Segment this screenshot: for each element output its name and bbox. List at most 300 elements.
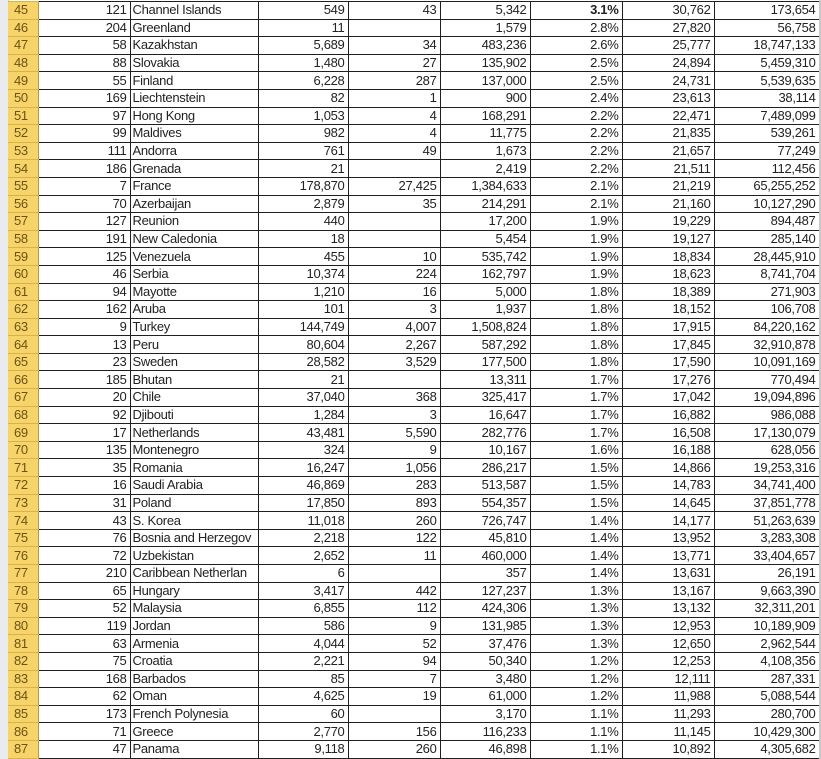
- cell-col-c[interactable]: 2,218: [258, 529, 348, 547]
- cell-col-d[interactable]: 9: [348, 617, 440, 635]
- cell-percent[interactable]: 2.1%: [530, 195, 622, 213]
- cell-country[interactable]: Peru: [130, 336, 258, 354]
- cell-col-g[interactable]: 17,590: [622, 353, 714, 371]
- cell-col-c[interactable]: 982: [258, 125, 348, 143]
- cell-rank[interactable]: 65: [38, 582, 130, 600]
- row-header[interactable]: 79: [8, 600, 38, 618]
- cell-col-d[interactable]: 112: [348, 600, 440, 618]
- cell-rank[interactable]: 168: [38, 670, 130, 688]
- cell-country[interactable]: Azerbaijan: [130, 195, 258, 213]
- cell-population[interactable]: 17,130,079: [714, 424, 819, 442]
- cell-col-g[interactable]: 24,731: [622, 72, 714, 90]
- cell-col-d[interactable]: 893: [348, 494, 440, 512]
- row-header[interactable]: 81: [8, 635, 38, 653]
- row-header[interactable]: 49: [8, 72, 38, 90]
- row-header[interactable]: 66: [8, 371, 38, 389]
- cell-col-g[interactable]: 17,845: [622, 336, 714, 354]
- cell-population[interactable]: 32,311,201: [714, 600, 819, 618]
- cell-population[interactable]: 26,191: [714, 565, 819, 583]
- cell-population[interactable]: 106,708: [714, 301, 819, 319]
- cell-percent[interactable]: 1.4%: [530, 565, 622, 583]
- cell-col-c[interactable]: 761: [258, 142, 348, 160]
- cell-col-c[interactable]: 60: [258, 705, 348, 723]
- cell-col-e[interactable]: 513,587: [440, 477, 530, 495]
- row-header[interactable]: 62: [8, 301, 38, 319]
- cell-population[interactable]: 5,539,635: [714, 72, 819, 90]
- cell-country[interactable]: Finland: [130, 72, 258, 90]
- cell-rank[interactable]: 35: [38, 459, 130, 477]
- cell-percent[interactable]: 1.1%: [530, 723, 622, 741]
- cell-col-e[interactable]: 357: [440, 565, 530, 583]
- cell-percent[interactable]: 2.5%: [530, 54, 622, 72]
- cell-col-g[interactable]: 19,127: [622, 230, 714, 248]
- cell-percent[interactable]: 1.3%: [530, 635, 622, 653]
- cell-percent[interactable]: 1.9%: [530, 248, 622, 266]
- cell-col-e[interactable]: 483,236: [440, 37, 530, 55]
- cell-population[interactable]: 3,283,308: [714, 529, 819, 547]
- row-header[interactable]: 53: [8, 142, 38, 160]
- cell-col-g[interactable]: 13,631: [622, 565, 714, 583]
- cell-col-e[interactable]: 286,217: [440, 459, 530, 477]
- cell-col-d[interactable]: 283: [348, 477, 440, 495]
- cell-col-d[interactable]: [348, 705, 440, 723]
- cell-percent[interactable]: 1.8%: [530, 318, 622, 336]
- cell-col-d[interactable]: 442: [348, 582, 440, 600]
- cell-rank[interactable]: 9: [38, 318, 130, 336]
- cell-col-c[interactable]: 9,118: [258, 740, 348, 758]
- cell-col-c[interactable]: 324: [258, 441, 348, 459]
- cell-rank[interactable]: 88: [38, 54, 130, 72]
- cell-col-g[interactable]: 13,952: [622, 529, 714, 547]
- cell-percent[interactable]: 2.5%: [530, 72, 622, 90]
- cell-country[interactable]: Greece: [130, 723, 258, 741]
- cell-col-g[interactable]: 14,645: [622, 494, 714, 512]
- cell-population[interactable]: 10,189,909: [714, 617, 819, 635]
- cell-population[interactable]: 770,494: [714, 371, 819, 389]
- cell-population[interactable]: 19,253,316: [714, 459, 819, 477]
- cell-rank[interactable]: 99: [38, 125, 130, 143]
- cell-col-e[interactable]: 61,000: [440, 688, 530, 706]
- cell-rank[interactable]: 55: [38, 72, 130, 90]
- cell-col-c[interactable]: 46,869: [258, 477, 348, 495]
- cell-population[interactable]: 986,088: [714, 406, 819, 424]
- cell-col-d[interactable]: 16: [348, 283, 440, 301]
- cell-col-g[interactable]: 17,042: [622, 389, 714, 407]
- cell-population[interactable]: 628,056: [714, 441, 819, 459]
- cell-percent[interactable]: 1.7%: [530, 406, 622, 424]
- row-header[interactable]: 60: [8, 265, 38, 283]
- cell-col-d[interactable]: 3,529: [348, 353, 440, 371]
- cell-col-d[interactable]: 3: [348, 406, 440, 424]
- row-header[interactable]: 54: [8, 160, 38, 178]
- cell-col-c[interactable]: 1,284: [258, 406, 348, 424]
- cell-col-e[interactable]: 554,357: [440, 494, 530, 512]
- cell-population[interactable]: 10,429,300: [714, 723, 819, 741]
- cell-col-e[interactable]: 116,233: [440, 723, 530, 741]
- cell-rank[interactable]: 76: [38, 529, 130, 547]
- cell-col-d[interactable]: 5,590: [348, 424, 440, 442]
- cell-col-e[interactable]: 1,508,824: [440, 318, 530, 336]
- row-header[interactable]: 84: [8, 688, 38, 706]
- row-header[interactable]: 56: [8, 195, 38, 213]
- cell-country[interactable]: Uzbekistan: [130, 547, 258, 565]
- cell-percent[interactable]: 2.1%: [530, 177, 622, 195]
- cell-col-d[interactable]: [348, 213, 440, 231]
- row-header[interactable]: 47: [8, 37, 38, 55]
- cell-col-e[interactable]: 17,200: [440, 213, 530, 231]
- cell-col-g[interactable]: 16,882: [622, 406, 714, 424]
- cell-country[interactable]: Slovakia: [130, 54, 258, 72]
- cell-rank[interactable]: 162: [38, 301, 130, 319]
- cell-col-c[interactable]: 3,417: [258, 582, 348, 600]
- cell-rank[interactable]: 121: [38, 2, 130, 20]
- cell-col-e[interactable]: 282,776: [440, 424, 530, 442]
- cell-col-c[interactable]: 37,040: [258, 389, 348, 407]
- cell-col-d[interactable]: 9: [348, 441, 440, 459]
- cell-country[interactable]: Greenland: [130, 19, 258, 37]
- cell-col-d[interactable]: 27,425: [348, 177, 440, 195]
- cell-col-e[interactable]: 424,306: [440, 600, 530, 618]
- cell-rank[interactable]: 43: [38, 512, 130, 530]
- cell-rank[interactable]: 186: [38, 160, 130, 178]
- cell-population[interactable]: 28,445,910: [714, 248, 819, 266]
- cell-col-g[interactable]: 25,777: [622, 37, 714, 55]
- cell-col-e[interactable]: 46,898: [440, 740, 530, 758]
- row-header[interactable]: 72: [8, 477, 38, 495]
- cell-country[interactable]: Grenada: [130, 160, 258, 178]
- cell-percent[interactable]: 1.8%: [530, 283, 622, 301]
- cell-col-e[interactable]: 2,419: [440, 160, 530, 178]
- cell-col-e[interactable]: 1,384,633: [440, 177, 530, 195]
- cell-col-e[interactable]: 1,579: [440, 19, 530, 37]
- cell-rank[interactable]: 31: [38, 494, 130, 512]
- cell-col-g[interactable]: 11,988: [622, 688, 714, 706]
- cell-country[interactable]: Panama: [130, 740, 258, 758]
- row-header[interactable]: 63: [8, 318, 38, 336]
- cell-col-e[interactable]: 535,742: [440, 248, 530, 266]
- cell-col-e[interactable]: 135,902: [440, 54, 530, 72]
- cell-rank[interactable]: 46: [38, 265, 130, 283]
- cell-percent[interactable]: 1.3%: [530, 617, 622, 635]
- cell-col-g[interactable]: 17,915: [622, 318, 714, 336]
- row-header[interactable]: 64: [8, 336, 38, 354]
- cell-percent[interactable]: 1.3%: [530, 600, 622, 618]
- cell-col-d[interactable]: 27: [348, 54, 440, 72]
- cell-percent[interactable]: 2.2%: [530, 107, 622, 125]
- cell-percent[interactable]: 1.8%: [530, 336, 622, 354]
- cell-col-e[interactable]: 5,454: [440, 230, 530, 248]
- row-header[interactable]: 57: [8, 213, 38, 231]
- cell-country[interactable]: Djibouti: [130, 406, 258, 424]
- cell-country[interactable]: Saudi Arabia: [130, 477, 258, 495]
- cell-col-e[interactable]: 1,673: [440, 142, 530, 160]
- cell-population[interactable]: 18,747,133: [714, 37, 819, 55]
- cell-rank[interactable]: 71: [38, 723, 130, 741]
- cell-col-g[interactable]: 21,160: [622, 195, 714, 213]
- cell-percent[interactable]: 2.4%: [530, 89, 622, 107]
- cell-col-g[interactable]: 13,167: [622, 582, 714, 600]
- row-header[interactable]: 48: [8, 54, 38, 72]
- cell-percent[interactable]: 1.7%: [530, 371, 622, 389]
- cell-population[interactable]: 19,094,896: [714, 389, 819, 407]
- cell-rank[interactable]: 204: [38, 19, 130, 37]
- cell-rank[interactable]: 125: [38, 248, 130, 266]
- cell-col-g[interactable]: 12,111: [622, 670, 714, 688]
- cell-col-e[interactable]: 5,000: [440, 283, 530, 301]
- cell-col-d[interactable]: 260: [348, 740, 440, 758]
- cell-rank[interactable]: 210: [38, 565, 130, 583]
- cell-col-e[interactable]: 11,775: [440, 125, 530, 143]
- cell-percent[interactable]: 1.4%: [530, 512, 622, 530]
- cell-col-c[interactable]: 4,625: [258, 688, 348, 706]
- cell-country[interactable]: Turkey: [130, 318, 258, 336]
- cell-col-d[interactable]: [348, 565, 440, 583]
- cell-col-c[interactable]: 1,053: [258, 107, 348, 125]
- cell-country[interactable]: Serbia: [130, 265, 258, 283]
- cell-col-g[interactable]: 21,657: [622, 142, 714, 160]
- cell-population[interactable]: 34,741,400: [714, 477, 819, 495]
- cell-col-e[interactable]: 162,797: [440, 265, 530, 283]
- cell-percent[interactable]: 2.2%: [530, 142, 622, 160]
- cell-col-e[interactable]: 37,476: [440, 635, 530, 653]
- row-header[interactable]: 68: [8, 406, 38, 424]
- cell-rank[interactable]: 20: [38, 389, 130, 407]
- cell-percent[interactable]: 1.2%: [530, 688, 622, 706]
- cell-rank[interactable]: 58: [38, 37, 130, 55]
- cell-col-g[interactable]: 16,188: [622, 441, 714, 459]
- cell-col-e[interactable]: 168,291: [440, 107, 530, 125]
- cell-col-e[interactable]: 214,291: [440, 195, 530, 213]
- row-header[interactable]: 70: [8, 441, 38, 459]
- row-header[interactable]: 55: [8, 177, 38, 195]
- cell-col-e[interactable]: 131,985: [440, 617, 530, 635]
- cell-population[interactable]: 33,404,657: [714, 547, 819, 565]
- cell-col-d[interactable]: [348, 19, 440, 37]
- cell-percent[interactable]: 1.2%: [530, 670, 622, 688]
- cell-population[interactable]: 8,741,704: [714, 265, 819, 283]
- cell-col-c[interactable]: 4,044: [258, 635, 348, 653]
- cell-col-c[interactable]: 16,247: [258, 459, 348, 477]
- cell-rank[interactable]: 185: [38, 371, 130, 389]
- cell-col-c[interactable]: 82: [258, 89, 348, 107]
- cell-population[interactable]: 287,331: [714, 670, 819, 688]
- cell-population[interactable]: 10,091,169: [714, 353, 819, 371]
- cell-col-c[interactable]: 144,749: [258, 318, 348, 336]
- cell-country[interactable]: Oman: [130, 688, 258, 706]
- row-header[interactable]: 85: [8, 705, 38, 723]
- row-header[interactable]: 74: [8, 512, 38, 530]
- cell-col-c[interactable]: 101: [258, 301, 348, 319]
- cell-country[interactable]: Poland: [130, 494, 258, 512]
- cell-country[interactable]: France: [130, 177, 258, 195]
- cell-country[interactable]: Aruba: [130, 301, 258, 319]
- cell-col-d[interactable]: 11: [348, 547, 440, 565]
- cell-percent[interactable]: 2.8%: [530, 19, 622, 37]
- cell-col-g[interactable]: 18,623: [622, 265, 714, 283]
- cell-rank[interactable]: 135: [38, 441, 130, 459]
- cell-percent[interactable]: 1.8%: [530, 301, 622, 319]
- row-header[interactable]: 78: [8, 582, 38, 600]
- cell-country[interactable]: Venezuela: [130, 248, 258, 266]
- cell-col-g[interactable]: 12,253: [622, 652, 714, 670]
- row-header[interactable]: 61: [8, 283, 38, 301]
- cell-col-g[interactable]: 19,229: [622, 213, 714, 231]
- cell-population[interactable]: 51,263,639: [714, 512, 819, 530]
- cell-col-g[interactable]: 21,835: [622, 125, 714, 143]
- cell-col-c[interactable]: 2,652: [258, 547, 348, 565]
- cell-col-g[interactable]: 30,762: [622, 2, 714, 20]
- row-header[interactable]: 51: [8, 107, 38, 125]
- cell-country[interactable]: Sweden: [130, 353, 258, 371]
- cell-col-e[interactable]: 5,342: [440, 2, 530, 20]
- cell-col-e[interactable]: 137,000: [440, 72, 530, 90]
- row-header[interactable]: 73: [8, 494, 38, 512]
- cell-col-c[interactable]: 1,480: [258, 54, 348, 72]
- cell-col-c[interactable]: 11: [258, 19, 348, 37]
- cell-col-g[interactable]: 23,613: [622, 89, 714, 107]
- cell-col-g[interactable]: 22,471: [622, 107, 714, 125]
- cell-col-c[interactable]: 178,870: [258, 177, 348, 195]
- cell-population[interactable]: 539,261: [714, 125, 819, 143]
- cell-population[interactable]: 5,459,310: [714, 54, 819, 72]
- cell-col-d[interactable]: 287: [348, 72, 440, 90]
- cell-percent[interactable]: 1.5%: [530, 459, 622, 477]
- cell-col-g[interactable]: 18,834: [622, 248, 714, 266]
- cell-rank[interactable]: 92: [38, 406, 130, 424]
- cell-col-c[interactable]: 440: [258, 213, 348, 231]
- cell-percent[interactable]: 1.4%: [530, 547, 622, 565]
- cell-percent[interactable]: 1.6%: [530, 441, 622, 459]
- cell-col-c[interactable]: 17,850: [258, 494, 348, 512]
- cell-col-c[interactable]: 6: [258, 565, 348, 583]
- cell-country[interactable]: Channel Islands: [130, 2, 258, 20]
- cell-col-g[interactable]: 11,145: [622, 723, 714, 741]
- cell-country[interactable]: Kazakhstan: [130, 37, 258, 55]
- cell-country[interactable]: Malaysia: [130, 600, 258, 618]
- cell-col-c[interactable]: 6,228: [258, 72, 348, 90]
- cell-country[interactable]: Jordan: [130, 617, 258, 635]
- row-header[interactable]: 50: [8, 89, 38, 107]
- cell-col-d[interactable]: [348, 371, 440, 389]
- cell-percent[interactable]: 1.9%: [530, 213, 622, 231]
- cell-col-e[interactable]: 45,810: [440, 529, 530, 547]
- cell-population[interactable]: 5,088,544: [714, 688, 819, 706]
- cell-col-c[interactable]: 549: [258, 2, 348, 20]
- cell-col-d[interactable]: 34: [348, 37, 440, 55]
- cell-col-g[interactable]: 14,866: [622, 459, 714, 477]
- cell-percent[interactable]: 2.2%: [530, 160, 622, 178]
- cell-col-c[interactable]: 455: [258, 248, 348, 266]
- row-header[interactable]: 83: [8, 670, 38, 688]
- cell-rank[interactable]: 47: [38, 740, 130, 758]
- cell-percent[interactable]: 1.8%: [530, 353, 622, 371]
- cell-country[interactable]: Bhutan: [130, 371, 258, 389]
- cell-rank[interactable]: 52: [38, 600, 130, 618]
- cell-rank[interactable]: 75: [38, 652, 130, 670]
- cell-country[interactable]: Barbados: [130, 670, 258, 688]
- cell-col-g[interactable]: 27,820: [622, 19, 714, 37]
- row-header[interactable]: 58: [8, 230, 38, 248]
- cell-percent[interactable]: 1.4%: [530, 529, 622, 547]
- cell-population[interactable]: 9,663,390: [714, 582, 819, 600]
- cell-col-c[interactable]: 586: [258, 617, 348, 635]
- cell-population[interactable]: 38,114: [714, 89, 819, 107]
- row-header[interactable]: 75: [8, 529, 38, 547]
- cell-population[interactable]: 285,140: [714, 230, 819, 248]
- cell-col-e[interactable]: 726,747: [440, 512, 530, 530]
- row-header[interactable]: 82: [8, 652, 38, 670]
- cell-col-g[interactable]: 17,276: [622, 371, 714, 389]
- cell-col-g[interactable]: 12,650: [622, 635, 714, 653]
- cell-rank[interactable]: 63: [38, 635, 130, 653]
- cell-population[interactable]: 77,249: [714, 142, 819, 160]
- cell-col-e[interactable]: 50,340: [440, 652, 530, 670]
- cell-population[interactable]: 10,127,290: [714, 195, 819, 213]
- cell-col-e[interactable]: 900: [440, 89, 530, 107]
- cell-percent[interactable]: 1.7%: [530, 424, 622, 442]
- cell-percent[interactable]: 2.2%: [530, 125, 622, 143]
- cell-population[interactable]: 84,220,162: [714, 318, 819, 336]
- cell-col-g[interactable]: 13,771: [622, 547, 714, 565]
- cell-country[interactable]: Liechtenstein: [130, 89, 258, 107]
- cell-rank[interactable]: 7: [38, 177, 130, 195]
- cell-col-d[interactable]: 368: [348, 389, 440, 407]
- cell-population[interactable]: 271,903: [714, 283, 819, 301]
- cell-col-g[interactable]: 18,152: [622, 301, 714, 319]
- row-header[interactable]: 77: [8, 565, 38, 583]
- cell-percent[interactable]: 1.9%: [530, 230, 622, 248]
- cell-col-d[interactable]: 4: [348, 125, 440, 143]
- cell-population[interactable]: 4,108,356: [714, 652, 819, 670]
- cell-rank[interactable]: 94: [38, 283, 130, 301]
- row-header[interactable]: 69: [8, 424, 38, 442]
- cell-col-c[interactable]: 21: [258, 371, 348, 389]
- cell-rank[interactable]: 62: [38, 688, 130, 706]
- cell-population[interactable]: 894,487: [714, 213, 819, 231]
- cell-col-c[interactable]: 85: [258, 670, 348, 688]
- row-header[interactable]: 46: [8, 19, 38, 37]
- cell-col-c[interactable]: 2,770: [258, 723, 348, 741]
- cell-col-c[interactable]: 1,210: [258, 283, 348, 301]
- cell-percent[interactable]: 2.6%: [530, 37, 622, 55]
- cell-col-e[interactable]: 460,000: [440, 547, 530, 565]
- cell-percent[interactable]: 3.1%: [530, 2, 622, 20]
- cell-rank[interactable]: 72: [38, 547, 130, 565]
- row-header[interactable]: 45: [8, 2, 38, 20]
- cell-col-g[interactable]: 21,219: [622, 177, 714, 195]
- cell-col-g[interactable]: 21,511: [622, 160, 714, 178]
- cell-country[interactable]: Netherlands: [130, 424, 258, 442]
- cell-percent[interactable]: 1.5%: [530, 494, 622, 512]
- cell-col-e[interactable]: 325,417: [440, 389, 530, 407]
- cell-col-d[interactable]: 4,007: [348, 318, 440, 336]
- cell-percent[interactable]: 1.1%: [530, 740, 622, 758]
- cell-rank[interactable]: 119: [38, 617, 130, 635]
- cell-col-g[interactable]: 10,892: [622, 740, 714, 758]
- cell-col-e[interactable]: 13,311: [440, 371, 530, 389]
- cell-rank[interactable]: 23: [38, 353, 130, 371]
- cell-population[interactable]: 112,456: [714, 160, 819, 178]
- cell-rank[interactable]: 191: [38, 230, 130, 248]
- cell-col-e[interactable]: 127,237: [440, 582, 530, 600]
- cell-country[interactable]: Romania: [130, 459, 258, 477]
- cell-col-e[interactable]: 3,170: [440, 705, 530, 723]
- cell-col-e[interactable]: 3,480: [440, 670, 530, 688]
- cell-percent[interactable]: 1.3%: [530, 582, 622, 600]
- cell-rank[interactable]: 173: [38, 705, 130, 723]
- cell-country[interactable]: Montenegro: [130, 441, 258, 459]
- cell-col-d[interactable]: [348, 230, 440, 248]
